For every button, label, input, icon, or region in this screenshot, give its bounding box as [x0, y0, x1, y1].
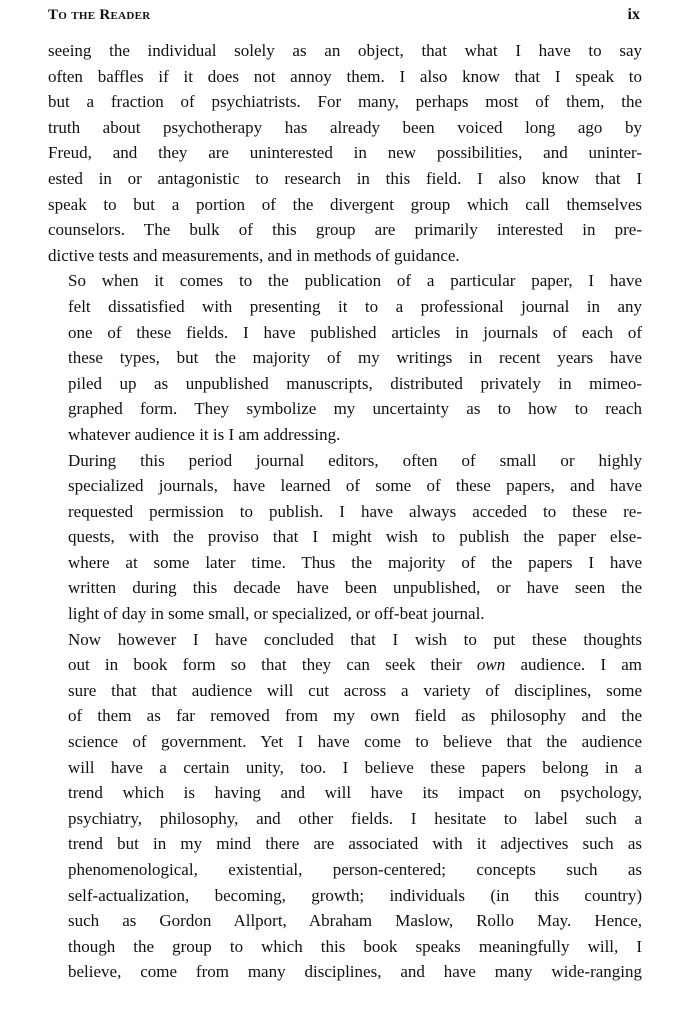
text-line: Freud, and they are uninterested in new possibilities, and uninter-	[48, 143, 642, 163]
text-line: such as Gordon Allport, Abraham Maslow, Rollo May. Hence,	[68, 911, 642, 931]
text-line: requested permission to publish. I have always acceded to these re-	[68, 501, 642, 521]
emphasized-word: own	[476, 655, 506, 675]
text-line: where at some later time. Thus the majority of the papers I have	[68, 552, 642, 572]
text-line: believe, come from many disciplines, and have many wide-ranging	[68, 962, 642, 982]
text-line: Now however I have concluded that I wish to put these thoughts	[68, 629, 642, 649]
text-line: graphed form. They symbolize my uncertainty as to how to reach	[68, 399, 642, 419]
paragraph-3	[48, 448, 642, 627]
text-line: of them as far removed from my own field as philosophy and the	[68, 706, 642, 726]
text-line: these types, but the majority of my writings in recent years have	[68, 348, 642, 368]
paragraph-1	[48, 38, 642, 268]
text-line: dictive tests and measurements, and in methods of guidance.	[48, 245, 460, 265]
text-line: phenomenological, existential, person-centered; concepts such as	[68, 860, 642, 879]
text-line: speak to but a portion of the divergent group which call themselves	[48, 194, 642, 214]
text-line: sure that that audience will cut across a variety of disciplines, some	[68, 680, 642, 700]
text-line: light of day in some small, or specialized, or off-beat journal.	[68, 604, 485, 624]
paragraph-4	[48, 627, 642, 985]
text-line: truth about psychotherapy has already been voiced long ago by	[48, 117, 642, 137]
text-line: During this period journal editors, often of small or highly	[68, 450, 642, 470]
text-line: quests, with the proviso that I might wish to publish the paper else-	[68, 527, 642, 547]
text-line: whatever audience it is I am addressing.	[68, 424, 341, 444]
text-line: often baffles if it does not annoy them. I also know that I speak to	[48, 66, 642, 86]
text-line: psychiatry, philosophy, and other fields. I hesitate to label such a	[68, 808, 642, 828]
text-line: So when it comes to the publication of a particular paper, I have	[68, 271, 642, 291]
book-page	[48, 0, 642, 1024]
text-line: will have a certain unity, too. I believe these papers belong in a	[68, 757, 642, 777]
text-line: self-actualization, becoming, growth; individuals (in this country)	[68, 885, 642, 905]
text-line: felt dissatisfied with presenting it to a professional journal in any	[68, 296, 642, 316]
text-line-with-emphasis	[48, 652, 642, 678]
text-line: science of government. Yet I have come to believe that the audience	[68, 732, 642, 752]
text-fragment: audience. I am	[505, 655, 642, 675]
text-line: specialized journals, have learned of some of these papers, and have	[68, 476, 642, 496]
running-title: To the Reader	[48, 7, 151, 23]
page-number: ix	[627, 6, 640, 23]
text-line: trend but in my mind there are associated with it adjectives such as	[68, 834, 642, 854]
text-line: but a fraction of psychiatrists. For many, perhaps most of them, the	[48, 92, 642, 112]
body-text	[48, 38, 642, 985]
text-line: though the group to which this book speaks meaningfully will, I	[68, 936, 642, 956]
paragraph-2	[48, 268, 642, 447]
text-line: trend which is having and will have its impact on psychology,	[68, 783, 642, 803]
text-line: seeing the individual solely as an object, that what I have to say	[48, 41, 642, 60]
text-line: written during this decade have been unpublished, or have seen the	[68, 578, 642, 598]
text-line: counselors. The bulk of this group are primarily interested in pre-	[48, 220, 642, 240]
running-header	[48, 6, 642, 30]
text-line: one of these fields. I have published articles in journals of each of	[68, 322, 642, 342]
text-fragment: out in book form so that they can seek their	[68, 655, 477, 675]
text-line: ested in or antagonistic to research in this field. I also know that I	[48, 168, 642, 188]
text-line: piled up as unpublished manuscripts, distributed privately in mimeo-	[68, 373, 642, 393]
